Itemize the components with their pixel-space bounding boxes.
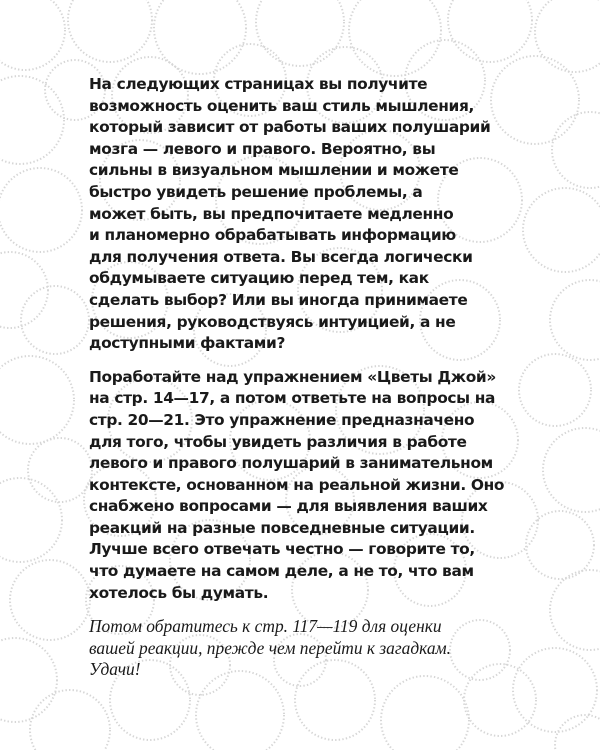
- text-line: и планомерно обрабатывать информацию: [89, 226, 456, 245]
- text-line: Поработайте над упражнением «Цветы Джой»: [89, 367, 496, 386]
- body-text: [89, 74, 529, 693]
- text-line: сделать выбор? Или вы иногда принимаете: [89, 290, 468, 309]
- text-line: решения, руководствуясь интуицией, а не: [89, 312, 456, 331]
- text-line: хотелось бы думать.: [89, 583, 269, 602]
- text-line: что думаете на самом деле, а не то, что вам: [89, 562, 474, 581]
- text-line: реакций на разные повседневные ситуации.: [89, 518, 475, 537]
- text-line: на стр. 14—17, а потом ответьте на вопросы на: [89, 389, 496, 408]
- text-line: доступными фактами?: [89, 334, 286, 353]
- text-line: вашей реакции, прежде чем перейти к загадкам.: [89, 637, 451, 658]
- text-line: снабжено вопросами — для выявления ваших: [89, 497, 488, 516]
- text-line: стр. 20—21. Это упражнение предназначено: [89, 410, 475, 429]
- text-line: для получения ответа. Вы всегда логически: [89, 247, 473, 266]
- text-line: возможность оценить ваш стиль мышления,: [89, 96, 474, 115]
- paragraph-intro: [89, 74, 529, 355]
- text-line: Удачи!: [89, 659, 141, 680]
- text-line: может быть, вы предпочитаете медленно: [89, 204, 454, 223]
- text-line: На следующих страницах вы получите: [89, 75, 428, 93]
- text-line: левого и правого полушарий в занимательном: [89, 454, 493, 473]
- text-line: Лучше всего отвечать честно — говорите то,: [89, 540, 475, 559]
- text-line: Потом обратитесь к стр. 117—119 для оценки: [89, 616, 442, 637]
- text-line: для того, чтобы увидеть различия в работе: [89, 432, 467, 451]
- text-line: контексте, основанном на реальной жизни. Оно: [89, 475, 505, 494]
- paragraph-closing: [89, 616, 529, 681]
- text-line: мозга — левого и правого. Вероятно, вы: [89, 139, 436, 158]
- paragraph-exercise: [89, 367, 529, 605]
- text-line: быстро увидеть решение проблемы, а: [89, 182, 423, 201]
- text-line: который зависит от работы ваших полушарий: [89, 118, 491, 137]
- text-line: сильны в визуальном мышлении и можете: [89, 161, 459, 180]
- text-line: обдумываете ситуацию перед тем, как: [89, 269, 429, 288]
